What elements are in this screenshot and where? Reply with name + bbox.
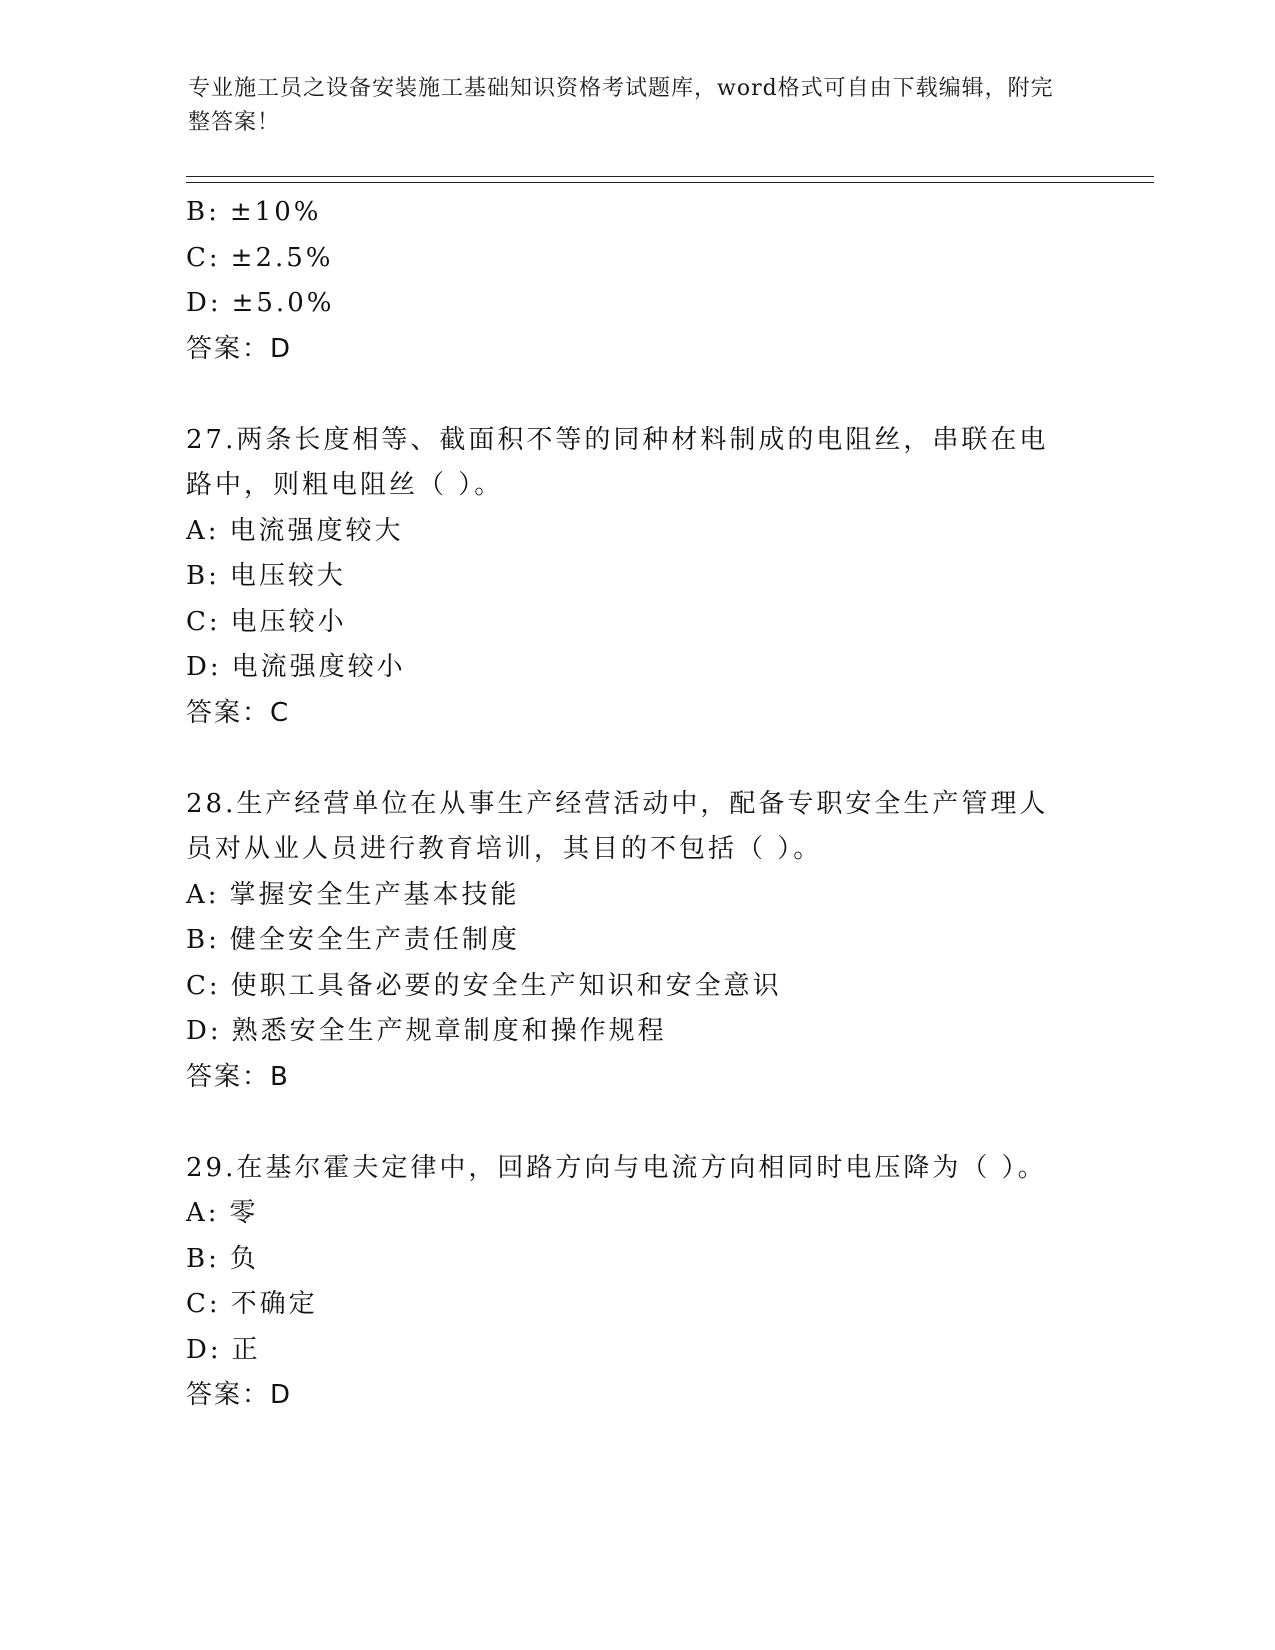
option-row [186, 236, 1086, 282]
question-text: 29.在基尔霍夫定律中，回路方向与电流方向相同时电压降为（ ）。 [186, 1152, 1047, 1183]
option-label: C: [186, 970, 221, 1001]
option-text: 熟悉安全生产规章制度和操作规程 [231, 1016, 667, 1046]
option-row [186, 281, 1086, 327]
question-block [186, 1146, 1086, 1419]
question-text: 27.两条长度相等、截面积不等的同种材料制成的电阻丝，串联在电路中，则粗电阻丝（ ）。 [186, 424, 1049, 500]
option-row [186, 645, 1086, 691]
option-label: B: [186, 197, 220, 227]
option-text: 不确定 [230, 1289, 318, 1319]
option-row [186, 509, 1086, 555]
option-row [186, 1282, 1086, 1328]
option-text: 使职工具备必要的安全生产知识和安全意识 [230, 970, 782, 1001]
option-text: 掌握安全生产基本技能 [229, 879, 520, 910]
header-rule-top [186, 176, 1154, 177]
option-text: 负 [229, 1243, 259, 1274]
option-text: 正 [231, 1334, 261, 1365]
option-label: B: [186, 561, 220, 591]
option-label: C: [186, 242, 221, 273]
question-block [186, 418, 1086, 737]
question-block [186, 782, 1086, 1101]
carryover-block [186, 190, 1086, 372]
option-text: 电压较小 [230, 606, 347, 637]
option-row [186, 1009, 1086, 1055]
option-text: 电流强度较大 [229, 515, 404, 546]
option-row [186, 190, 1086, 236]
option-label: B: [186, 1243, 220, 1274]
option-label: C: [186, 1289, 221, 1319]
option-label: D: [186, 1334, 222, 1365]
option-row [186, 873, 1086, 919]
option-text: ±10% [229, 197, 322, 227]
option-label: D: [186, 288, 222, 318]
option-row [186, 964, 1086, 1010]
answer-line: 答案：B [186, 1061, 290, 1092]
document-body [186, 190, 1086, 1419]
option-text: ±2.5% [230, 242, 334, 273]
question-text: 28.生产经营单位在从事生产经营活动中，配备专职安全生产管理人员对从业人员进行教育培训，其目的不包括（ ）。 [186, 788, 1049, 864]
option-row [186, 1237, 1086, 1283]
option-text: 健全安全生产责任制度 [229, 925, 520, 955]
option-label: A: [186, 879, 220, 910]
option-row [186, 918, 1086, 964]
document-header: 专业施工员之设备安装施工基础知识资格考试题库，word格式可自由下载编辑，附完整答案！ [188, 76, 1054, 135]
header-rule-bottom [186, 182, 1154, 183]
answer-line: 答案：D [186, 1380, 293, 1410]
option-text: 零 [229, 1198, 259, 1228]
option-row [186, 1191, 1086, 1237]
option-row [186, 600, 1086, 646]
option-text: 电流强度较小 [231, 652, 406, 682]
option-text: ±5.0% [231, 288, 335, 318]
answer-line: 答案：D [186, 333, 293, 364]
option-label: D: [186, 652, 222, 682]
option-label: A: [186, 1198, 220, 1228]
option-row [186, 554, 1086, 600]
option-row [186, 1328, 1086, 1374]
option-label: D: [186, 1016, 222, 1046]
option-text: 电压较大 [229, 561, 346, 591]
option-label: A: [186, 515, 220, 546]
option-label: C: [186, 606, 221, 637]
option-label: B: [186, 925, 220, 955]
answer-line: 答案：C [186, 697, 291, 728]
